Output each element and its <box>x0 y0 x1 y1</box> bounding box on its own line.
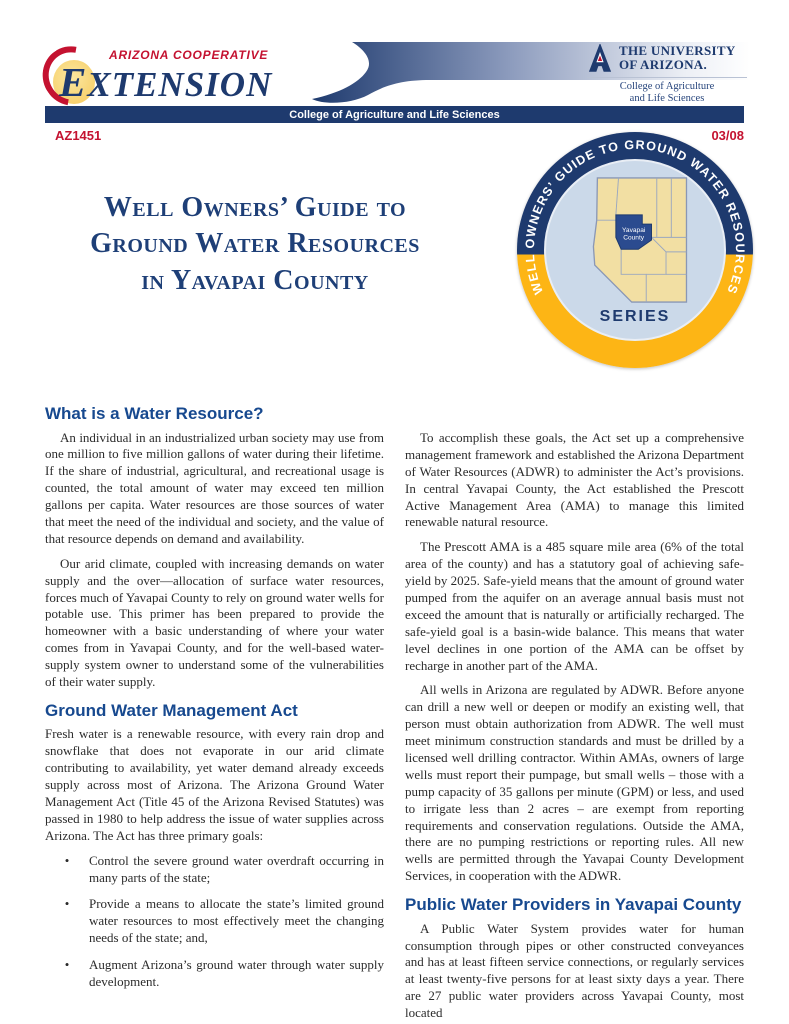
college-banner-bar <box>45 106 744 123</box>
block-a-icon <box>587 44 613 72</box>
publication-date: 03/08 <box>711 128 744 143</box>
page-title-line1: Well Owners’ Guide to <box>103 192 407 223</box>
list-item-text: Provide a means to allocate the state’s limited ground water resources to most effectively meet the changing needs of the state; and, <box>89 896 384 946</box>
act-goals-list <box>45 853 384 991</box>
paragraph: Our arid climate, coupled with increasing demands on water supply and the over—allocation of surface water resources, forces much of Yavapai County to rely on ground water wells for potable use. This primer has been prepared to provide the homeowner with a basic understanding of where your water comes from in Yavapai County, and for the well-based water-supply system owner to understand some of the vulnerabilities of their water supply. <box>45 555 384 690</box>
paragraph: The Prescott AMA is a 485 square mile area (6% of the total area of the county) and has a statutory goal of achieving safe-yield by 2025. Safe-yield means that the amount of ground water pumped from the aquifer on an average annual basis must not exceed the amount that is naturally or artificially recharged. The safe-yield goal is a basin-wide balance. This means that water level declines in one portion of the AMA can be offset by recharge in another part of the AMA. <box>405 539 744 673</box>
svg-text:WELL OWNERS’ GUIDE TO GROUND W <box>523 138 747 297</box>
page-title-line2: Ground Water Resources <box>90 228 420 260</box>
yavapai-county-label-line1: Yavapai <box>622 227 646 235</box>
yavapai-county-label-line2: County <box>623 234 645 242</box>
article-body <box>45 404 744 1024</box>
publication-number: AZ1451 <box>55 128 102 143</box>
right-column <box>405 404 744 1024</box>
paragraph: All wells in Arizona are regulated by ADWR. Before anyone can drill a new well or deepen or modify an existing well, that person must obtain authorization from ADWR. The well must meet minimum construction standards and must be drilled by a licensed well drilling contractor. Within AMAs, owners of large wells must report their pumpage, but small wells – those with a pump capacity of 35 gallons per minute (GPM) or less, and used to irrigate less than 2 acres – are exempt from reporting requirements and conservation regulations. Outside the AMA, there are no pumping restrictions or reporting rules. All new wells are permitted through the Yavapai County Development Services, in cooperation with the ADWR. <box>405 682 744 884</box>
ua-name <box>619 44 736 71</box>
page-header <box>0 0 789 143</box>
seal-arc-text <box>517 132 753 368</box>
ua-college-lines <box>587 77 747 105</box>
heading-what-is-a-water-resource: What is a Water Resource? <box>45 404 264 423</box>
left-column <box>45 404 384 1024</box>
extension-wordmark-rest: XTENSION <box>87 65 273 104</box>
series-label: SERIES <box>599 308 671 325</box>
list-item-text: Augment Arizona’s ground water through water supply development. <box>89 957 384 990</box>
series-seal <box>517 132 753 368</box>
college-banner-text: College of Agriculture and Life Sciences <box>289 108 500 121</box>
university-of-arizona-logo <box>587 44 747 105</box>
bullet-icon: • <box>64 852 70 868</box>
seal-ring-text: WELL OWNERS’ GUIDE TO GROUND WATER RESOURCES <box>522 137 748 297</box>
bullet-icon: • <box>64 957 70 973</box>
page-title <box>45 190 465 299</box>
paragraph: Fresh water is a renewable resource, with every rain drop and snowflake that does not evaporate in our arid climate contributing to availability, yet water demand already exceeds supply across most of Arizona. The Arizona Ground Water Management Act (Title 45 of the Arizona Revised Statutes) was passed in 1980 to help address the issue of water supplies across Arizona. The Act has three primary goals: <box>45 726 384 843</box>
bullet-icon: • <box>64 896 70 912</box>
paragraph: To accomplish these goals, the Act set up a comprehensive management framework and established the Arizona Department of Water Resources (ADWR) to administer the Act’s provisions. In central Yavapai County, the Act established the Prescott Active Management Area (AMA) to manage this limited renewable natural resource. <box>405 430 744 530</box>
heading-public-water-providers: Public Water Providers in Yavapai County <box>405 895 742 915</box>
extension-wordmark <box>59 58 272 106</box>
list-item <box>45 896 384 947</box>
title-section <box>0 128 789 386</box>
extension-logo-topline: ARIZONA COOPERATIVE <box>109 48 269 62</box>
list-item <box>45 957 384 991</box>
ua-college-line2: and Life Sciences <box>629 93 705 105</box>
extension-logo <box>45 44 295 106</box>
heading-ground-water-management-act: Ground Water Management Act <box>45 700 298 720</box>
paragraph: A Public Water System provides water for human consumption through pipes or other constructed conveyances and has at least fifteen service connections, or regularly services at least twenty-five persons for at least sixty days a year. There are 27 public water providers across Yavapai County, most located <box>405 920 744 1021</box>
list-item-text: Control the severe ground water overdraft occurring in many parts of the state; <box>89 852 384 885</box>
page-title-line3: in Yavapai County <box>141 264 369 296</box>
extension-wordmark-initial: E <box>59 59 88 105</box>
ua-college-line1: College of Agriculture <box>619 81 715 92</box>
ua-name-line1: THE UNIVERSITY <box>619 43 736 59</box>
list-item <box>45 853 384 887</box>
paragraph: An individual in an industrialized urban society may use from one million to five million gallons of water during their lifetime. If the share of industrial, agricultural, and recreational usage is counted, the total amount of water may exceed ten million gallons per capita. Water resources are those sources of water that meet the need of the individual and society, and the value of that resource depends on demand and availability. <box>45 429 384 546</box>
ua-name-line2: OF ARIZONA. <box>619 57 708 72</box>
